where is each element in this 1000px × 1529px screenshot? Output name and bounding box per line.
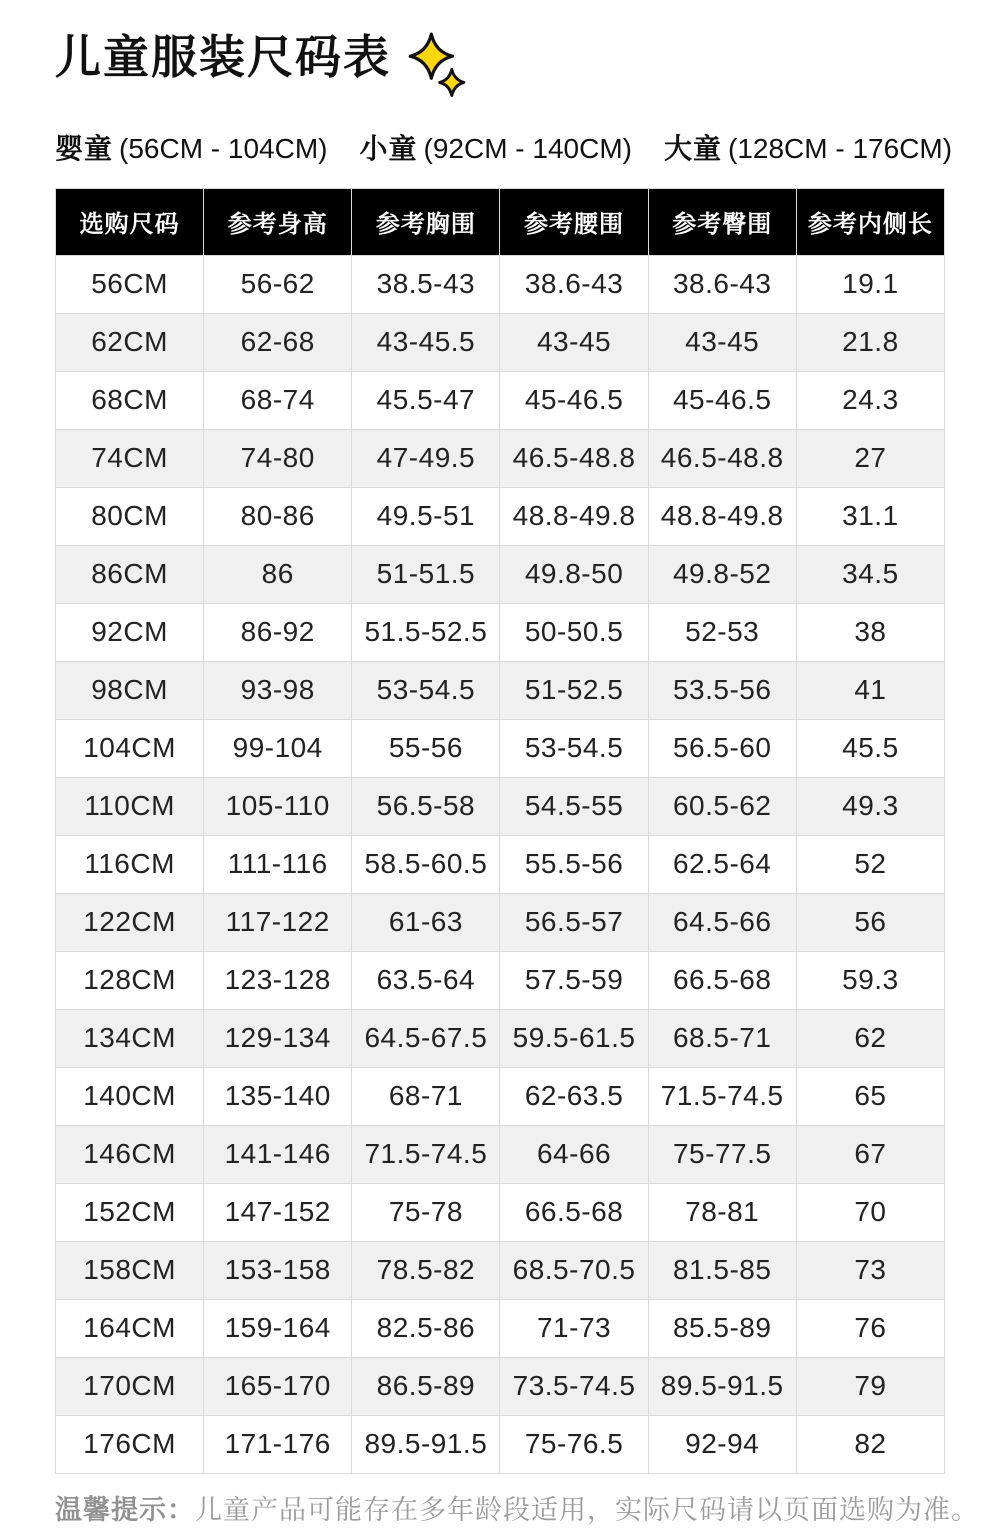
category-range: (128CM - 176CM) (728, 133, 953, 164)
table-cell: 47-49.5 (352, 429, 500, 487)
table-cell: 65 (796, 1067, 944, 1125)
table-cell: 66.5-68 (500, 1183, 648, 1241)
table-cell: 158CM (56, 1241, 204, 1299)
table-cell: 152CM (56, 1183, 204, 1241)
table-row (56, 1125, 945, 1183)
table-cell: 52 (796, 835, 944, 893)
table-cell: 67 (796, 1125, 944, 1183)
table-cell: 60.5-62 (648, 777, 796, 835)
table-cell: 56CM (56, 255, 204, 313)
table-cell: 81.5-85 (648, 1241, 796, 1299)
table-cell: 98CM (56, 661, 204, 719)
size-table-body (56, 255, 945, 1473)
table-cell: 62CM (56, 313, 204, 371)
table-cell: 70 (796, 1183, 944, 1241)
table-cell: 66.5-68 (648, 951, 796, 1009)
table-row (56, 371, 945, 429)
table-cell: 55.5-56 (500, 835, 648, 893)
table-cell: 129-134 (204, 1009, 352, 1067)
footer-note-label: 温馨提示： (55, 1494, 195, 1525)
table-cell: 93-98 (204, 661, 352, 719)
table-cell: 165-170 (204, 1357, 352, 1415)
table-row (56, 951, 945, 1009)
category-infant (55, 132, 328, 166)
table-cell: 64.5-66 (648, 893, 796, 951)
table-cell: 61-63 (352, 893, 500, 951)
table-cell: 45.5-47 (352, 371, 500, 429)
table-cell: 56.5-58 (352, 777, 500, 835)
table-cell: 71.5-74.5 (648, 1067, 796, 1125)
table-cell: 153-158 (204, 1241, 352, 1299)
page-title: 儿童服装尺码表 (55, 31, 391, 83)
table-cell: 141-146 (204, 1125, 352, 1183)
table-cell: 104CM (56, 719, 204, 777)
category-label: 小童 (359, 133, 418, 164)
table-cell: 86.5-89 (352, 1357, 500, 1415)
table-cell: 51.5-52.5 (352, 603, 500, 661)
table-cell: 99-104 (204, 719, 352, 777)
size-table (55, 188, 945, 1474)
table-cell: 110CM (56, 777, 204, 835)
table-cell: 75-77.5 (648, 1125, 796, 1183)
table-row (56, 255, 945, 313)
table-cell: 89.5-91.5 (648, 1357, 796, 1415)
table-cell: 68-71 (352, 1067, 500, 1125)
table-cell: 171-176 (204, 1415, 352, 1473)
table-cell: 53-54.5 (352, 661, 500, 719)
table-cell: 34.5 (796, 545, 944, 603)
table-cell: 45-46.5 (648, 371, 796, 429)
table-cell: 62-68 (204, 313, 352, 371)
table-cell: 62-63.5 (500, 1067, 648, 1125)
table-cell: 86-92 (204, 603, 352, 661)
table-cell: 89.5-91.5 (352, 1415, 500, 1473)
table-cell: 92-94 (648, 1415, 796, 1473)
category-label: 婴童 (55, 133, 114, 164)
header-cell: 参考臀围 (648, 188, 796, 255)
table-cell: 176CM (56, 1415, 204, 1473)
table-cell: 21.8 (796, 313, 944, 371)
table-cell: 80-86 (204, 487, 352, 545)
table-cell: 59.3 (796, 951, 944, 1009)
table-cell: 85.5-89 (648, 1299, 796, 1357)
table-cell: 38.5-43 (352, 255, 500, 313)
table-row (56, 487, 945, 545)
table-cell: 122CM (56, 893, 204, 951)
table-cell: 79 (796, 1357, 944, 1415)
table-cell: 43-45 (648, 313, 796, 371)
table-cell: 51-51.5 (352, 545, 500, 603)
table-row (56, 1183, 945, 1241)
table-cell: 64.5-67.5 (352, 1009, 500, 1067)
table-cell: 68.5-71 (648, 1009, 796, 1067)
table-cell: 49.8-52 (648, 545, 796, 603)
table-cell: 128CM (56, 951, 204, 1009)
table-cell: 48.8-49.8 (648, 487, 796, 545)
table-cell: 68.5-70.5 (500, 1241, 648, 1299)
table-cell: 68CM (56, 371, 204, 429)
table-cell: 62 (796, 1009, 944, 1067)
table-row (56, 719, 945, 777)
table-row (56, 429, 945, 487)
table-cell: 73.5-74.5 (500, 1357, 648, 1415)
table-cell: 19.1 (796, 255, 944, 313)
table-cell: 56 (796, 893, 944, 951)
size-table-header (56, 188, 945, 255)
table-cell: 76 (796, 1299, 944, 1357)
table-cell: 38 (796, 603, 944, 661)
table-cell: 58.5-60.5 (352, 835, 500, 893)
table-cell: 38.6-43 (500, 255, 648, 313)
table-cell: 159-164 (204, 1299, 352, 1357)
table-cell: 75-76.5 (500, 1415, 648, 1473)
table-cell: 170CM (56, 1357, 204, 1415)
table-cell: 50-50.5 (500, 603, 648, 661)
footer-note (55, 1492, 979, 1529)
table-cell: 63.5-64 (352, 951, 500, 1009)
table-cell: 71.5-74.5 (352, 1125, 500, 1183)
table-cell: 59.5-61.5 (500, 1009, 648, 1067)
table-row (56, 1241, 945, 1299)
table-row (56, 893, 945, 951)
header-cell: 选购尺码 (56, 188, 204, 255)
table-cell: 43-45.5 (352, 313, 500, 371)
table-cell: 147-152 (204, 1183, 352, 1241)
table-cell: 52-53 (648, 603, 796, 661)
table-row (56, 1415, 945, 1473)
table-cell: 56.5-57 (500, 893, 648, 951)
table-cell: 146CM (56, 1125, 204, 1183)
table-cell: 92CM (56, 603, 204, 661)
table-cell: 31.1 (796, 487, 944, 545)
table-cell: 24.3 (796, 371, 944, 429)
table-cell: 80CM (56, 487, 204, 545)
table-cell: 49.8-50 (500, 545, 648, 603)
table-row (56, 777, 945, 835)
table-cell: 111-116 (204, 835, 352, 893)
page-header (55, 30, 945, 108)
table-cell: 49.5-51 (352, 487, 500, 545)
header-cell: 参考胸围 (352, 188, 500, 255)
table-cell: 45.5 (796, 719, 944, 777)
table-cell: 74CM (56, 429, 204, 487)
table-row (56, 1067, 945, 1125)
table-row (56, 661, 945, 719)
table-row (56, 1009, 945, 1067)
table-cell: 117-122 (204, 893, 352, 951)
table-cell: 46.5-48.8 (648, 429, 796, 487)
table-cell: 86CM (56, 545, 204, 603)
table-cell: 82.5-86 (352, 1299, 500, 1357)
table-row (56, 603, 945, 661)
table-cell: 78-81 (648, 1183, 796, 1241)
table-row (56, 1357, 945, 1415)
table-cell: 86 (204, 545, 352, 603)
category-range: (56CM - 104CM) (119, 133, 328, 164)
sparkles-icon (407, 32, 471, 106)
category-small-child (360, 132, 633, 166)
category-legend (55, 132, 953, 166)
category-big-child (664, 132, 952, 166)
category-range: (92CM - 140CM) (423, 133, 632, 164)
table-cell: 48.8-49.8 (500, 487, 648, 545)
table-cell: 140CM (56, 1067, 204, 1125)
footer-note-text: 儿童产品可能存在多年龄段适用，实际尺码请以页面选购为准。 (195, 1494, 979, 1525)
table-cell: 57.5-59 (500, 951, 648, 1009)
table-cell: 27 (796, 429, 944, 487)
table-cell: 82 (796, 1415, 944, 1473)
table-row (56, 1299, 945, 1357)
header-cell: 参考内侧长 (796, 188, 944, 255)
table-cell: 68-74 (204, 371, 352, 429)
table-cell: 73 (796, 1241, 944, 1299)
table-cell: 45-46.5 (500, 371, 648, 429)
table-cell: 41 (796, 661, 944, 719)
table-row (56, 313, 945, 371)
table-cell: 56-62 (204, 255, 352, 313)
header-cell: 参考身高 (204, 188, 352, 255)
table-cell: 46.5-48.8 (500, 429, 648, 487)
table-row (56, 835, 945, 893)
header-row (56, 188, 945, 255)
table-cell: 38.6-43 (648, 255, 796, 313)
table-cell: 53.5-56 (648, 661, 796, 719)
table-cell: 116CM (56, 835, 204, 893)
table-cell: 123-128 (204, 951, 352, 1009)
table-cell: 54.5-55 (500, 777, 648, 835)
table-cell: 43-45 (500, 313, 648, 371)
table-row (56, 545, 945, 603)
table-cell: 64-66 (500, 1125, 648, 1183)
table-cell: 51-52.5 (500, 661, 648, 719)
category-label: 大童 (664, 133, 723, 164)
table-cell: 53-54.5 (500, 719, 648, 777)
table-cell: 71-73 (500, 1299, 648, 1357)
table-cell: 75-78 (352, 1183, 500, 1241)
table-cell: 105-110 (204, 777, 352, 835)
table-cell: 56.5-60 (648, 719, 796, 777)
table-cell: 135-140 (204, 1067, 352, 1125)
table-cell: 134CM (56, 1009, 204, 1067)
table-cell: 78.5-82 (352, 1241, 500, 1299)
table-cell: 74-80 (204, 429, 352, 487)
table-cell: 62.5-64 (648, 835, 796, 893)
table-cell: 49.3 (796, 777, 944, 835)
table-cell: 164CM (56, 1299, 204, 1357)
header-cell: 参考腰围 (500, 188, 648, 255)
table-cell: 55-56 (352, 719, 500, 777)
